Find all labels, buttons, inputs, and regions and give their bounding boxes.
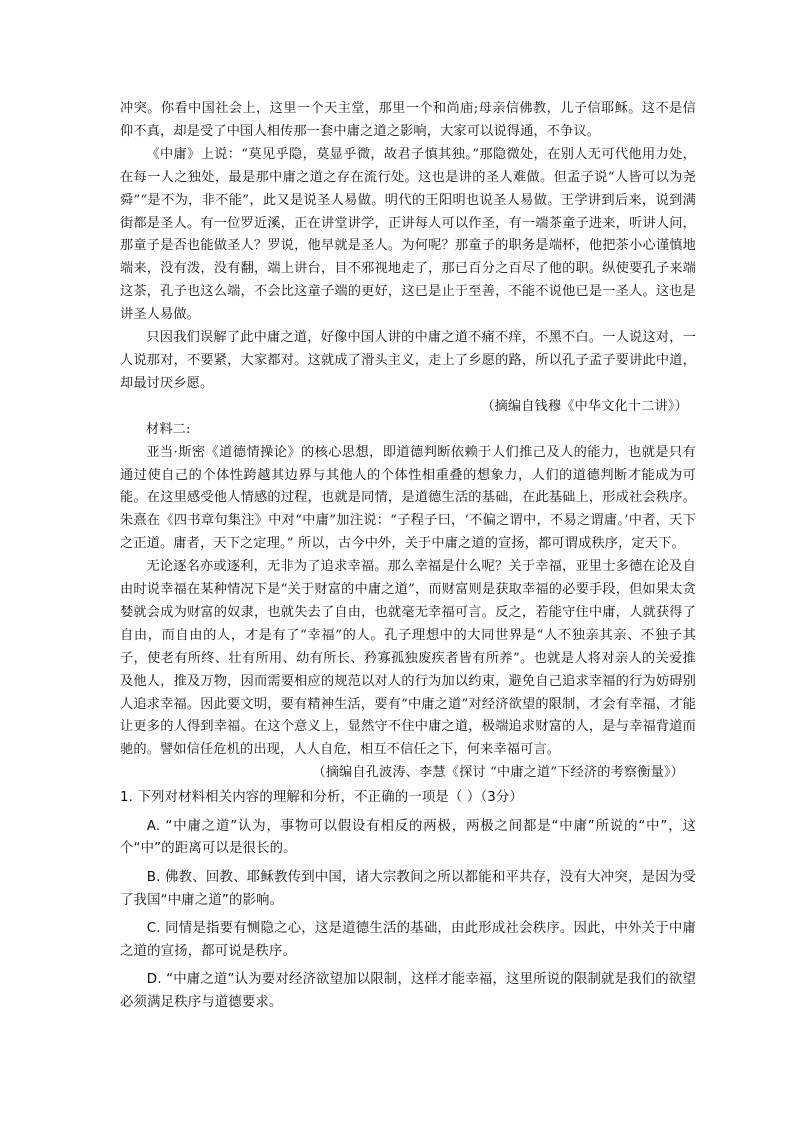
- passage-paragraph-happiness: 无论逐名亦或逐利，无非为了追求幸福。那么幸福是什么呢？关于幸福，亚里士多德在论及自由时说幸福在某种情况下是“关于财富的中庸之道”，而财富则是获取幸福的必要手段，但如果太贪婪就会成为财富的奴隶，也就失去了自由，也就毫无幸福可言。反之，若能守住中庸，人就获得了自由，而自由的人，才是有了“幸福”的人。孔子理想中的大同世界是“人不独亲其亲、不独子其子，使老有所终、壮有所用、幼有所长、矜寡孤独废疾者皆有所养”。也就是人将对亲人的关爱推及他人，推及万物，因而需要相应的规范以对人的行为加以约束，避免自己追求幸福的行为妨碍别人追求幸福。因此要文明，要有精神生活，要有“中庸之道”对经济欲望的限制，才会有幸福，才能让更多的人得到幸福。在这个意义上，显然守不住中庸之道，极端追求财富的人，是与幸福背道而驰的。譬如信任危机的出现，人人自危，相互不信任之下，何来幸福可言。: [120, 559, 696, 758]
- passage-paragraph-zhongyong-quote: 《中庸》上说：“莫见乎隐，莫显乎微，故君子慎其独。”那隐微处，在别人无可代他用力处，在每一人之独处，最是那中庸之道之存在流行处。这也是讲的圣人难做。但孟子说“人皆可以为尧舜”“是不为，非不能”，此又是说圣人易做。明代的王阳明也说圣人易做。王学讲到后来，说到满街都是圣人。有一位罗近溪，正在讲堂讲学，正讲每人可以作圣，有一端茶童子进来，听讲人问，那童子是否也能做圣人？罗说，他早就是圣人。为何呢？那童子的职务是端杯，他把茶小心谨慎地端来，没有泼，没有翻，端上讲台，目不邪视地走了，那已百分之百尽了他的职。纵使要孔子来端这茶，孔子也这么端，不会比这童子端的更好，这已是止于至善，不能不说他已是一圣人。这也是讲圣人易做。: [120, 146, 696, 323]
- question-stem: 1. 下列对材料相关内容的理解和分析，不正确的一项是（ ）（3分）: [120, 790, 523, 806]
- document-body: [120, 98, 696, 1015]
- material-two-label: 材料二:: [146, 421, 191, 437]
- citation-qian-mu: （摘编自钱穆《中华文化十二讲》）: [481, 398, 688, 414]
- passage-paragraph-misunderstanding: 只因我们误解了此中庸之道，好像中国人讲的中庸之道不痛不痒，不黑不白。一人说这对，一人说那对，不要紧，大家都对。这就成了滑头主义，走上了乡愿的路，所以孔子孟子要讲此中道，却最讨厌乡愿。: [120, 330, 696, 391]
- passage-paragraph-continuation: 冲突。你看中国社会上，这里一个天主堂，那里一个和尚庙;母亲信佛教，儿子信耶稣。这不是信仰不真，却是受了中国人相传那一套中庸之道之影响，大家可以说得通，不争议。: [120, 101, 696, 139]
- option-a: A. “中庸之道”认为，事物可以假设有相反的两极，两极之间都是“中庸”所说的“中”，这个“中”的距离可以是很长的。: [120, 818, 696, 857]
- citation-kong-li: （摘编自孔波涛、李慧《探讨 “中庸之道”下经济的考察衡量》）: [312, 765, 684, 781]
- option-c: C. 同情是指要有恻隐之心，这是道德生活的基础，由此形成社会秩序。因此，中外关于中庸之道的宣扬，都可说是秩序。: [120, 921, 696, 959]
- option-b: B. 佛教、回教、耶稣教传到中国，诸大宗教间之所以都能和平共存，没有大冲突，是因为受了我国“中庸之道”的影响。: [120, 869, 696, 908]
- option-d: D. “中庸之道”认为要对经济欲望加以限制，这样才能幸福，这里所说的限制就是我们的欲望必须满足秩序与道德要求。: [120, 972, 696, 1010]
- passage-paragraph-adam-smith: 亚当·斯密《道德情操论》的核心思想，即道德判断依赖于人们推己及人的能力，也就是只有通过使自己的个体性跨越其边界与其他人的个体性相重叠的想象力，人们的道德判断才能成为可能。在这里感受他人情感的过程，也就是同情，是道德生活的基础，在此基础上，形成社会秩序。朱熹在《四书章句集注》中对“中庸”加注说：“子程子曰，‘不偏之谓中，不易之谓庸。’中者，天下之正道。庸者，天下之定理。” 所以，古今中外，关于中庸之道的宣扬，都可谓成秩序，定天下。: [120, 444, 696, 552]
